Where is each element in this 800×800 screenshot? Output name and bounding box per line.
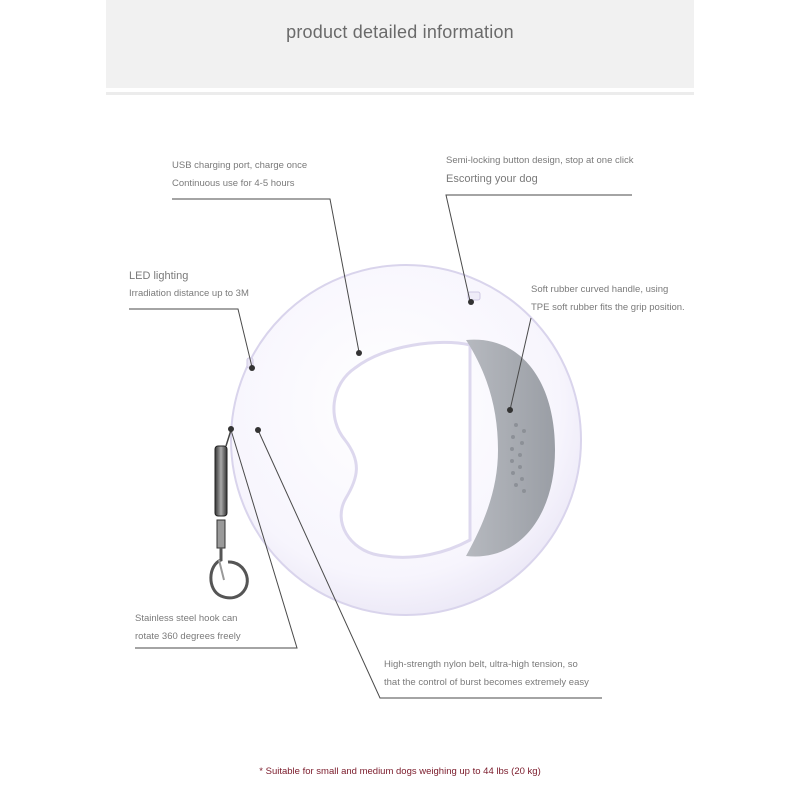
callout-hook-line2: rotate 360 degrees freely [135, 631, 241, 642]
callout-led [129, 267, 249, 303]
callout-usb-line2: Continuous use for 4-5 hours [172, 178, 295, 189]
callout-hook-line1: Stainless steel hook can [135, 613, 238, 624]
callout-semi-lock [446, 152, 633, 188]
callout-belt-line1: High-strength nylon belt, ultra-high tension, so [384, 659, 578, 670]
page-title: product detailed information [286, 22, 514, 42]
callout-handle-line2: TPE soft rubber fits the grip position. [531, 302, 685, 313]
callout-semi-line2: Escorting your dog [446, 173, 538, 185]
callout-belt [384, 656, 589, 692]
footnote: * Suitable for small and medium dogs weighing up to 44 lbs (20 kg) [259, 766, 541, 777]
callout-led-line2: Irradiation distance up to 3M [129, 288, 249, 299]
callout-usb-charging [172, 157, 307, 193]
callout-handle-line1: Soft rubber curved handle, using [531, 284, 669, 295]
callout-led-line1: LED lighting [129, 270, 189, 282]
callout-semi-line1: Semi-locking button design, stop at one click [446, 155, 634, 166]
handle-cutout [334, 342, 470, 557]
callout-hook [135, 610, 241, 646]
callout-belt-line2: that the control of burst becomes extremely easy [384, 677, 589, 688]
callout-handle [531, 281, 685, 317]
callout-usb-line1: USB charging port, charge once [172, 160, 308, 171]
